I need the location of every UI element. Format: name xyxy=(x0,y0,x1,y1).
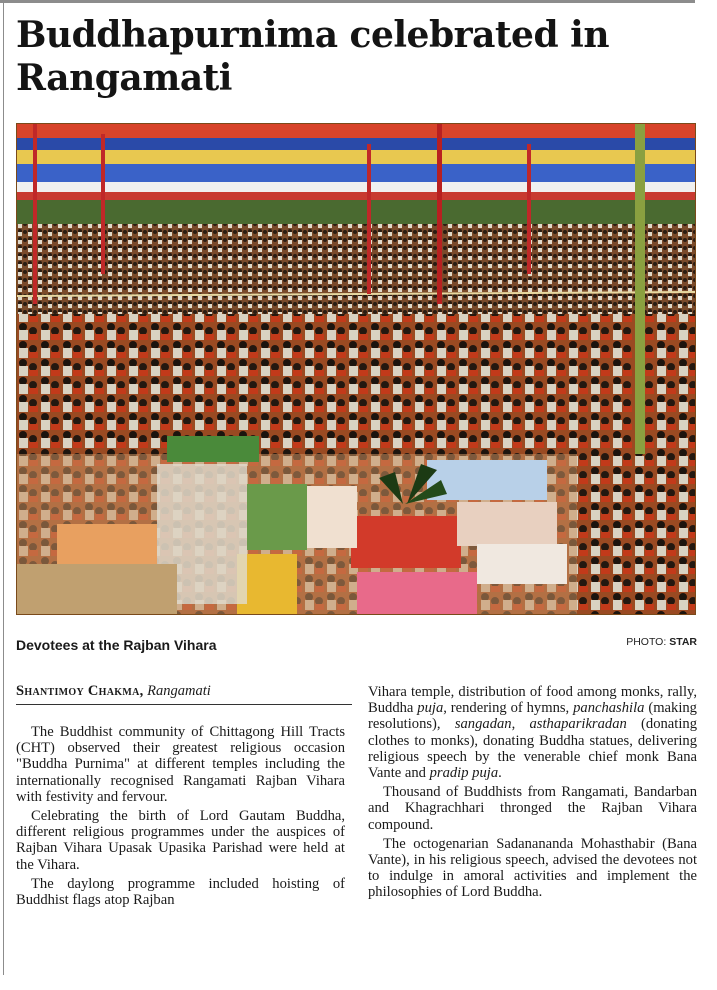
text-run: Vihara temple, distribution of food among monks, rally, Buddha xyxy=(368,684,697,717)
text-run: (donating clothes to monks), donating Buddha statues, delivering religious speech by the venerable chief monk Bana Vante and xyxy=(368,716,697,782)
paragraph-4: Thousand of Buddhists from Rangamati, Bandarban and Khagrachhari thronged the Rajban Vihara compound. xyxy=(368,784,697,833)
article-column-1 xyxy=(16,724,345,911)
photo-credit-label: PHOTO: xyxy=(626,636,667,648)
paragraph-5: The octogenarian Sadanananda Mohasthabir (Bana Vante), in his religious speech, advised the devotees not to indulge in amoral activities and implement the philosophies of Lord Buddha. xyxy=(368,835,697,901)
byline-location: Rangamati xyxy=(147,683,211,699)
top-rule xyxy=(0,0,695,3)
photo-devotees-image xyxy=(17,124,696,615)
paragraph-3: The daylong programme included hoisting of Buddhist flags atop Rajban xyxy=(16,875,345,909)
text-run: , rendering of hymns, xyxy=(443,700,574,717)
left-column-rule xyxy=(3,0,4,975)
paragraph-3-continued xyxy=(368,684,697,781)
italic-term: panchashila xyxy=(573,700,645,717)
headline: Buddhapurnima celebrated in Rangamati xyxy=(16,14,610,99)
italic-term: pradip puja xyxy=(429,765,499,782)
news-photo xyxy=(16,123,696,615)
photo-credit xyxy=(626,636,697,648)
photo-credit-source: STAR xyxy=(669,636,697,648)
byline-rule xyxy=(16,704,352,705)
photo-caption: Devotees at the Rajban Vihara xyxy=(16,637,217,653)
italic-term: sangadan xyxy=(454,716,512,733)
text-run: . xyxy=(498,765,502,782)
italic-term: asthaparikradan xyxy=(529,716,627,733)
text-run: , xyxy=(511,716,530,733)
text-run: (making resolutions), xyxy=(368,700,697,733)
byline-author: Shantimoy Chakma, xyxy=(16,683,144,699)
byline xyxy=(16,683,211,700)
italic-term: puja xyxy=(417,700,444,717)
paragraph-2: Celebrating the birth of Lord Gautam Buddha, different religious programmes under the auspices of Rajban Vihara Upasak Upasika Parishad were held at the Vihara. xyxy=(16,808,345,873)
article-column-2 xyxy=(368,684,697,904)
paragraph-1: The Buddhist community of Chittagong Hill Tracts (CHT) observed their greatest religious occasion "Buddha Purnima" at different temples including the internationally recognised Rangamati Rajban Vihara with festivity and fervour. xyxy=(16,724,345,805)
